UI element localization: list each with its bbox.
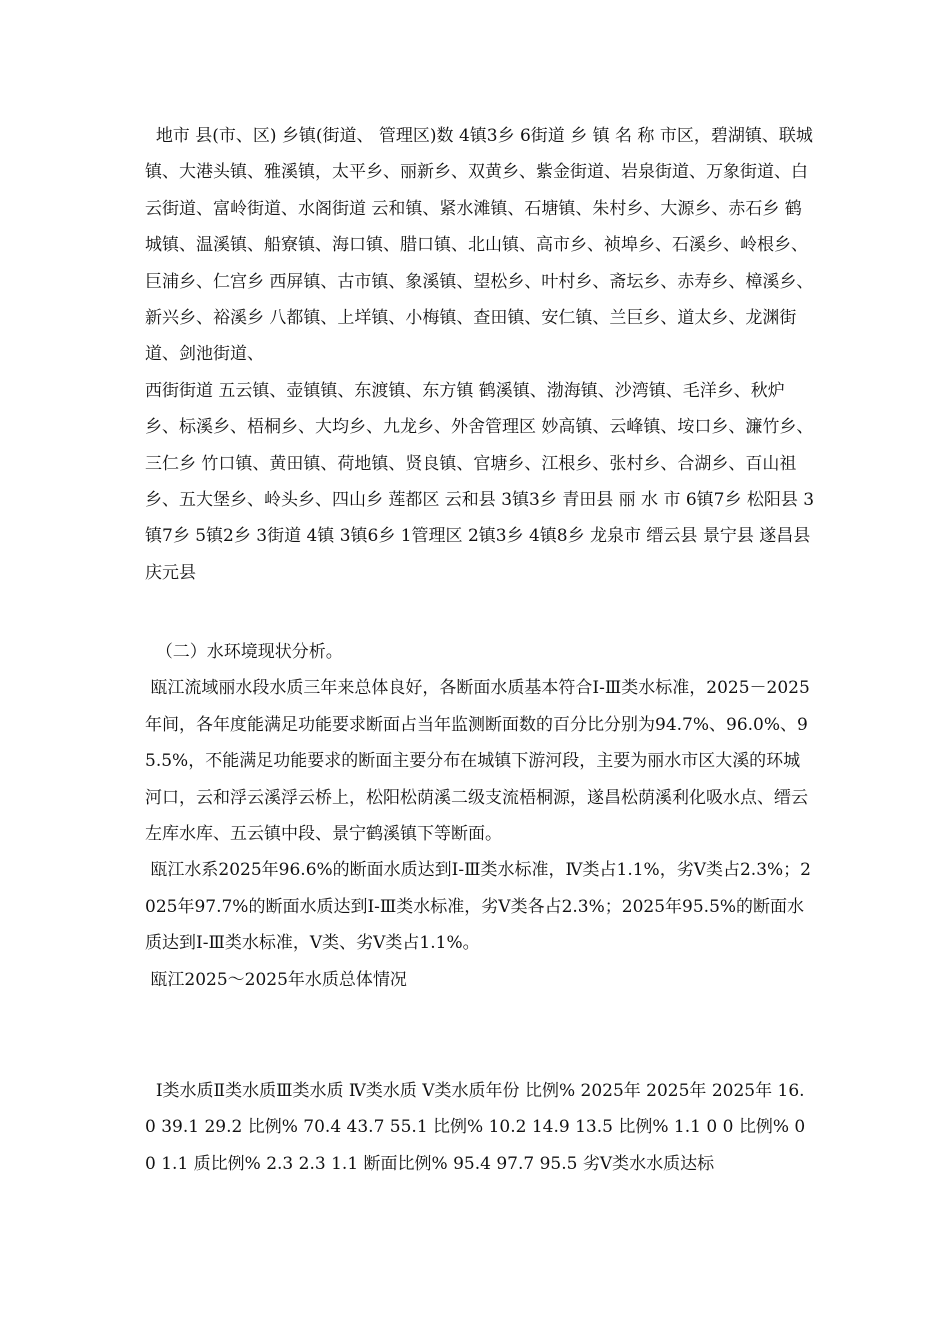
water-analysis-section: （二）水环境现状分析。 瓯江流域丽水段水质三年来总体良好，各断面水质基本符合Ⅰ-Ⅲ类水标准，2025－2025年间，各年度能满足功能要求断面占当年监测断面数的百分比分别为94.7%、96.0%、95.5%，不能满足功能要求的断面主要分布在城镇下游河段，主要为丽水市区大溪的环城河口，云和浮云溪浮云桥上，松阳松荫溪二级支流梧桐源，遂昌松荫溪利化吸水点、缙云左库水库、五云镇中段、景宁鹤溪镇下等断面。 瓯江水系2025年96.6%的断面水质达到Ⅰ-Ⅲ类水标准，Ⅳ类占1.1%，劣Ⅴ类占2.3%；2025年97.7%的断面水质达到Ⅰ-Ⅲ类水标准，劣Ⅴ类各占2.3%；2025年95.5%的断面水质达到Ⅰ-Ⅲ类水标准，Ⅴ类、劣Ⅴ类占1.1%。 瓯江2025～2025年水质总体情况: [145, 642, 811, 990]
township-list-paragraph: 地市 县(市、区) 乡镇(街道、 管理区)数 4镇3乡 6街道 乡 镇 名 称 市区，碧湖镇、联城镇、大港头镇、雅溪镇，太平乡、丽新乡、双黄乡、紫金街道、岩泉街道、万象街道、白云街道、富岭街道、水阁街道 云和镇、紧水滩镇、石塘镇、朱村乡、大源乡、赤石乡 鹤城镇、温溪镇、船寮镇、海口镇、腊口镇、北山镇、高市乡、祯埠乡、石溪乡、岭根乡、巨浦乡、仁宫乡 西屏镇、古市镇、象溪镇、望松乡、叶村乡、斋坛乡、赤寿乡、樟溪乡、新兴乡、裕溪乡 八都镇、上垟镇、小梅镇、查田镇、安仁镇、兰巨乡、道太乡、龙渊街道、剑池街道、 西街街道 五云镇、壶镇镇、东渡镇、东方镇 鹤溪镇、渤海镇、沙湾镇、毛洋乡、秋炉乡、标溪乡、梧桐乡、大均乡、九龙乡、外舍管理区 妙高镇、云峰镇、垵口乡、濂竹乡、三仁乡 竹口镇、黄田镇、荷地镇、贤良镇、官塘乡、江根乡、张村乡、合湖乡、百山祖乡、五大堡乡、岭头乡、四山乡 莲都区 云和县 3镇3乡 青田县 丽 水 市 6镇7乡 松阳县 3镇7乡 5镇2乡 3街道 4镇 3镇6乡 1管理区 2镇3乡 4镇8乡 龙泉市 缙云县 景宁县 遂昌县 庆元县: [145, 126, 815, 583]
water-quality-table-text: Ⅰ类水质Ⅱ类水质Ⅲ类水质 Ⅳ类水质 Ⅴ类水质年份 比例% 2025年 2025年 2025年 16.0 39.1 29.2 比例% 70.4 43.7 55.1 比例% 10.2 14.9 13.5 比例% 1.1 0 0 比例% 0 0 1.1 质比例% 2.3 2.3 1.1 断面比例% 95.4 97.7 95.5 劣Ⅴ类水水质达标: [145, 1081, 811, 1174]
